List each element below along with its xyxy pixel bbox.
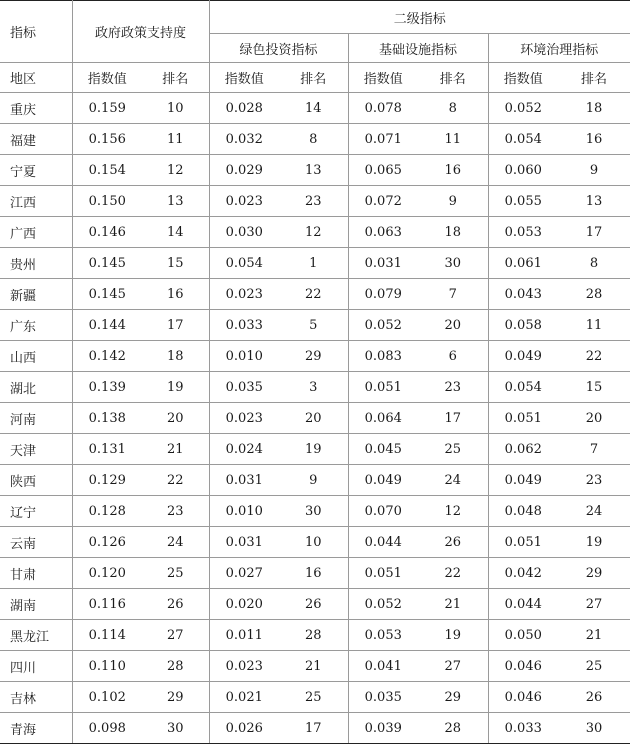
cell-region: 广东 [0,310,72,341]
cell-env-rank: 27 [558,589,630,620]
table-row [0,558,630,589]
header-secondary-indicators: 二级指标 [209,1,630,34]
table-row [0,93,630,124]
cell-policy-rank: 23 [142,496,209,527]
cell-infra-value: 0.035 [348,682,418,713]
cell-green-rank: 9 [279,465,348,496]
cell-policy-rank: 14 [142,217,209,248]
cell-policy-value: 0.098 [72,713,142,744]
table-row [0,124,630,155]
cell-region: 吉林 [0,682,72,713]
cell-policy-rank: 13 [142,186,209,217]
table-row [0,713,630,744]
cell-policy-value: 0.102 [72,682,142,713]
cell-infra-value: 0.044 [348,527,418,558]
cell-region: 湖南 [0,589,72,620]
cell-green-value: 0.011 [209,620,279,651]
cell-green-value: 0.026 [209,713,279,744]
cell-env-rank: 17 [558,217,630,248]
cell-policy-value: 0.142 [72,341,142,372]
cell-policy-value: 0.150 [72,186,142,217]
header-rank: 排名 [279,63,348,93]
cell-green-rank: 14 [279,93,348,124]
cell-policy-rank: 20 [142,403,209,434]
table-row [0,434,630,465]
cell-policy-rank: 19 [142,372,209,403]
cell-policy-value: 0.159 [72,93,142,124]
cell-env-value: 0.048 [488,496,558,527]
cell-env-rank: 23 [558,465,630,496]
cell-region: 重庆 [0,93,72,124]
cell-env-value: 0.049 [488,465,558,496]
cell-infra-value: 0.065 [348,155,418,186]
cell-policy-value: 0.129 [72,465,142,496]
cell-policy-value: 0.128 [72,496,142,527]
cell-green-value: 0.035 [209,372,279,403]
table-row [0,248,630,279]
cell-env-rank: 8 [558,248,630,279]
cell-policy-rank: 12 [142,155,209,186]
cell-region: 湖北 [0,372,72,403]
table-row [0,403,630,434]
cell-region: 山西 [0,341,72,372]
cell-infra-rank: 20 [418,310,488,341]
cell-env-value: 0.033 [488,713,558,744]
cell-infra-rank: 21 [418,589,488,620]
cell-green-value: 0.023 [209,403,279,434]
cell-green-rank: 12 [279,217,348,248]
cell-env-value: 0.062 [488,434,558,465]
cell-infra-value: 0.052 [348,589,418,620]
cell-policy-rank: 24 [142,527,209,558]
cell-policy-rank: 15 [142,248,209,279]
table-row [0,465,630,496]
cell-infra-rank: 12 [418,496,488,527]
cell-green-value: 0.023 [209,279,279,310]
cell-green-rank: 29 [279,341,348,372]
cell-policy-value: 0.154 [72,155,142,186]
cell-policy-value: 0.138 [72,403,142,434]
cell-policy-value: 0.139 [72,372,142,403]
cell-green-rank: 1 [279,248,348,279]
cell-policy-value: 0.156 [72,124,142,155]
cell-green-value: 0.031 [209,465,279,496]
cell-env-rank: 20 [558,403,630,434]
table-row [0,527,630,558]
cell-infra-value: 0.064 [348,403,418,434]
table-row [0,310,630,341]
table-row [0,279,630,310]
cell-policy-value: 0.145 [72,248,142,279]
cell-infra-value: 0.071 [348,124,418,155]
cell-policy-rank: 11 [142,124,209,155]
cell-policy-value: 0.114 [72,620,142,651]
cell-infra-value: 0.052 [348,310,418,341]
cell-green-rank: 5 [279,310,348,341]
cell-env-value: 0.055 [488,186,558,217]
cell-green-value: 0.031 [209,527,279,558]
cell-env-value: 0.043 [488,279,558,310]
table-row [0,496,630,527]
header-environment-governance: 环境治理指标 [488,34,630,63]
table-row [0,186,630,217]
header-value: 指数值 [488,63,558,93]
cell-env-value: 0.044 [488,589,558,620]
cell-infra-rank: 24 [418,465,488,496]
cell-region: 江西 [0,186,72,217]
cell-env-value: 0.051 [488,403,558,434]
cell-env-rank: 18 [558,93,630,124]
cell-policy-rank: 16 [142,279,209,310]
cell-infra-value: 0.049 [348,465,418,496]
cell-green-value: 0.032 [209,124,279,155]
cell-infra-value: 0.051 [348,558,418,589]
cell-green-rank: 21 [279,651,348,682]
cell-infra-rank: 6 [418,341,488,372]
cell-infra-rank: 28 [418,713,488,744]
cell-policy-value: 0.116 [72,589,142,620]
cell-green-value: 0.054 [209,248,279,279]
cell-env-value: 0.042 [488,558,558,589]
cell-env-value: 0.061 [488,248,558,279]
cell-infra-rank: 19 [418,620,488,651]
cell-infra-value: 0.039 [348,713,418,744]
table-row [0,155,630,186]
cell-env-value: 0.046 [488,682,558,713]
table-row [0,682,630,713]
cell-env-rank: 9 [558,155,630,186]
cell-infra-value: 0.072 [348,186,418,217]
cell-infra-rank: 18 [418,217,488,248]
cell-green-rank: 26 [279,589,348,620]
cell-infra-value: 0.078 [348,93,418,124]
cell-infra-rank: 17 [418,403,488,434]
cell-region: 福建 [0,124,72,155]
cell-env-value: 0.051 [488,527,558,558]
cell-infra-rank: 26 [418,527,488,558]
header-indicator: 指标 [0,1,72,63]
cell-green-value: 0.029 [209,155,279,186]
cell-green-rank: 22 [279,279,348,310]
cell-green-rank: 20 [279,403,348,434]
cell-infra-rank: 7 [418,279,488,310]
cell-green-value: 0.023 [209,651,279,682]
cell-env-rank: 19 [558,527,630,558]
cell-policy-rank: 30 [142,713,209,744]
cell-green-rank: 19 [279,434,348,465]
cell-green-rank: 3 [279,372,348,403]
cell-green-rank: 8 [279,124,348,155]
cell-policy-value: 0.146 [72,217,142,248]
cell-infra-value: 0.079 [348,279,418,310]
cell-green-value: 0.024 [209,434,279,465]
cell-infra-rank: 9 [418,186,488,217]
cell-region: 黑龙江 [0,620,72,651]
cell-env-value: 0.052 [488,93,558,124]
table-row [0,341,630,372]
cell-green-rank: 23 [279,186,348,217]
cell-env-value: 0.060 [488,155,558,186]
cell-infra-rank: 8 [418,93,488,124]
table-row [0,651,630,682]
cell-policy-rank: 29 [142,682,209,713]
cell-green-value: 0.010 [209,341,279,372]
cell-env-rank: 15 [558,372,630,403]
cell-env-rank: 29 [558,558,630,589]
cell-env-value: 0.050 [488,620,558,651]
cell-policy-rank: 17 [142,310,209,341]
cell-infra-rank: 22 [418,558,488,589]
cell-env-rank: 25 [558,651,630,682]
table-row [0,620,630,651]
cell-green-value: 0.010 [209,496,279,527]
cell-green-rank: 25 [279,682,348,713]
cell-policy-value: 0.145 [72,279,142,310]
cell-env-rank: 11 [558,310,630,341]
cell-region: 新疆 [0,279,72,310]
cell-green-value: 0.020 [209,589,279,620]
cell-infra-value: 0.031 [348,248,418,279]
cell-infra-value: 0.045 [348,434,418,465]
cell-green-rank: 17 [279,713,348,744]
cell-policy-value: 0.120 [72,558,142,589]
table-body [0,93,630,744]
cell-region: 贵州 [0,248,72,279]
cell-infra-rank: 30 [418,248,488,279]
header-value: 指数值 [72,63,142,93]
cell-infra-rank: 11 [418,124,488,155]
cell-policy-value: 0.110 [72,651,142,682]
cell-policy-rank: 27 [142,620,209,651]
table-row [0,589,630,620]
cell-policy-value: 0.126 [72,527,142,558]
cell-region: 河南 [0,403,72,434]
table-row [0,217,630,248]
cell-infra-value: 0.083 [348,341,418,372]
header-region: 地区 [0,63,72,93]
cell-green-value: 0.027 [209,558,279,589]
cell-infra-value: 0.053 [348,620,418,651]
cell-region: 辽宁 [0,496,72,527]
cell-policy-rank: 22 [142,465,209,496]
cell-env-rank: 26 [558,682,630,713]
table-row [0,372,630,403]
cell-infra-value: 0.051 [348,372,418,403]
cell-env-value: 0.046 [488,651,558,682]
cell-green-rank: 16 [279,558,348,589]
cell-infra-rank: 23 [418,372,488,403]
cell-policy-rank: 10 [142,93,209,124]
cell-env-rank: 30 [558,713,630,744]
cell-infra-rank: 25 [418,434,488,465]
cell-infra-value: 0.070 [348,496,418,527]
cell-region: 云南 [0,527,72,558]
cell-green-value: 0.028 [209,93,279,124]
cell-env-rank: 13 [558,186,630,217]
cell-policy-rank: 25 [142,558,209,589]
cell-region: 四川 [0,651,72,682]
cell-region: 宁夏 [0,155,72,186]
cell-policy-value: 0.131 [72,434,142,465]
cell-green-rank: 10 [279,527,348,558]
cell-env-value: 0.054 [488,124,558,155]
cell-region: 甘肃 [0,558,72,589]
header-rank: 排名 [558,63,630,93]
cell-env-rank: 28 [558,279,630,310]
cell-env-value: 0.058 [488,310,558,341]
cell-env-rank: 7 [558,434,630,465]
cell-infra-rank: 29 [418,682,488,713]
cell-env-value: 0.054 [488,372,558,403]
cell-region: 天津 [0,434,72,465]
cell-infra-rank: 16 [418,155,488,186]
header-rank: 排名 [142,63,209,93]
header-value: 指数值 [348,63,418,93]
cell-env-value: 0.049 [488,341,558,372]
cell-infra-rank: 27 [418,651,488,682]
cell-region: 青海 [0,713,72,744]
cell-green-rank: 28 [279,620,348,651]
cell-policy-rank: 21 [142,434,209,465]
cell-infra-value: 0.041 [348,651,418,682]
cell-env-rank: 16 [558,124,630,155]
cell-green-value: 0.033 [209,310,279,341]
header-infrastructure: 基础设施指标 [348,34,488,63]
cell-green-value: 0.021 [209,682,279,713]
header-value: 指数值 [209,63,279,93]
cell-policy-rank: 26 [142,589,209,620]
header-policy-support: 政府政策支持度 [72,1,209,63]
cell-env-rank: 24 [558,496,630,527]
cell-infra-value: 0.063 [348,217,418,248]
cell-green-value: 0.030 [209,217,279,248]
cell-region: 陕西 [0,465,72,496]
cell-green-rank: 30 [279,496,348,527]
cell-region: 广西 [0,217,72,248]
cell-env-rank: 21 [558,620,630,651]
cell-green-value: 0.023 [209,186,279,217]
cell-policy-rank: 28 [142,651,209,682]
cell-green-rank: 13 [279,155,348,186]
cell-env-rank: 22 [558,341,630,372]
cell-policy-rank: 18 [142,341,209,372]
header-rank: 排名 [418,63,488,93]
cell-policy-value: 0.144 [72,310,142,341]
cell-env-value: 0.053 [488,217,558,248]
header-green-investment: 绿色投资指标 [209,34,348,63]
